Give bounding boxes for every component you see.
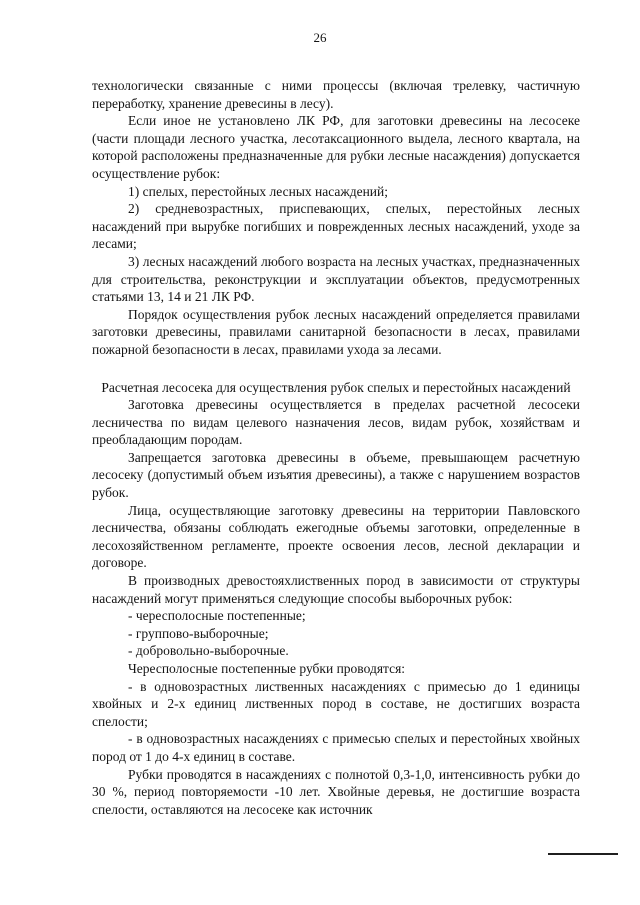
paragraph-felling-parameters: Рубки проводятся в насаждениях с полнотой 0,3-1,0, интенсивность рубки до 30 %, период повторяемости -10 лет. Хвойные деревья, не достигшие возраста спелости, оставляются на лесосеке как источник [92,766,580,817]
paragraph-felling-order: Порядок осуществления рубок лесных насаждений определяется правилами заготовки древесины, правилами санитарной безопасности в лесах, правилами пожарной безопасности в лесах, правилами ухода за лесами. [92,306,580,357]
paragraph-obligations: Лица, осуществляющие заготовку древесины на территории Павловского лесничества, обязаны соблюдать ежегодные объемы заготовки, определенные в лесохозяйственном регламенте, проекте освоения лесов, лесной декларации и договоре. [92,502,580,571]
method-item-strip: - чересполосные постепенные; [128,608,306,624]
paragraph-strip-felling: Чересполосные постепенные рубки проводятся: [128,661,406,676]
method-item-group: - группово-выборочные; [128,625,269,641]
condition-item-1: - в одновозрастных лиственных насаждениях с примесью до 1 единицы хвойных и 2-х единиц лиственных пород в составе, не достигших возраста спелости; [92,678,580,729]
footer-rule [548,853,618,855]
method-item-voluntary: - добровольно-выборочные. [128,643,289,659]
paragraph-continuation: технологически связанные с ними процессы (включая трелевку, частичную переработку, хранение древесины в лесу). [92,78,580,111]
paragraph-harvesting-limits: Заготовка древесины осуществляется в пределах расчетной лесосеки лесничества по видам целевого назначения лесов, видам рубок, хозяйствам и преобладающим породам. [92,397,580,448]
list-item-1: 1) спелых, перестойных лесных насаждений; [128,183,388,199]
paragraph-prohibition: Запрещается заготовка древесины в объеме, превышающем расчетную лесосеку (допустимый объем изъятия древесины), а также с нарушением возрастов рубок. [92,449,580,501]
condition-item-2: - в одновозрастных насаждениях с примесью спелых и перестойных хвойных пород от 1 до 4-х единиц в составе. [92,731,580,764]
paragraph-selective-methods: В производных древостояхлиственных пород в зависимости от структуры насаждений могут применяться следующие способы выборочных рубок: [92,573,580,606]
section-heading: Расчетная лесосека для осуществления рубок спелых и перестойных насаждений [101,379,571,395]
body-text [92,77,580,818]
list-item-3: 3) лесных насаждений любого возраста на лесных участках, предназначенных для строительства, реконструкции и эксплуатации объектов, предусмотренных статьями 13, 14 и 21 ЛК РФ. [92,253,580,305]
paragraph-felling-allowed: Если иное не установлено ЛК РФ, для заготовки древесины на лесосеке (части площади лесного участка, лесотаксационного выдела, лесного квартала, на которой расположены предназначенные для рубки лесные насаждения) допускается осуществление рубок: [92,113,580,181]
page-number: 26 [313,30,327,45]
list-item-2: 2) средневозрастных, приспевающих, спелых, перестойных лесных насаждений при вырубке погибших и поврежденных лесных насаждений, уходе за лесами; [92,201,580,252]
